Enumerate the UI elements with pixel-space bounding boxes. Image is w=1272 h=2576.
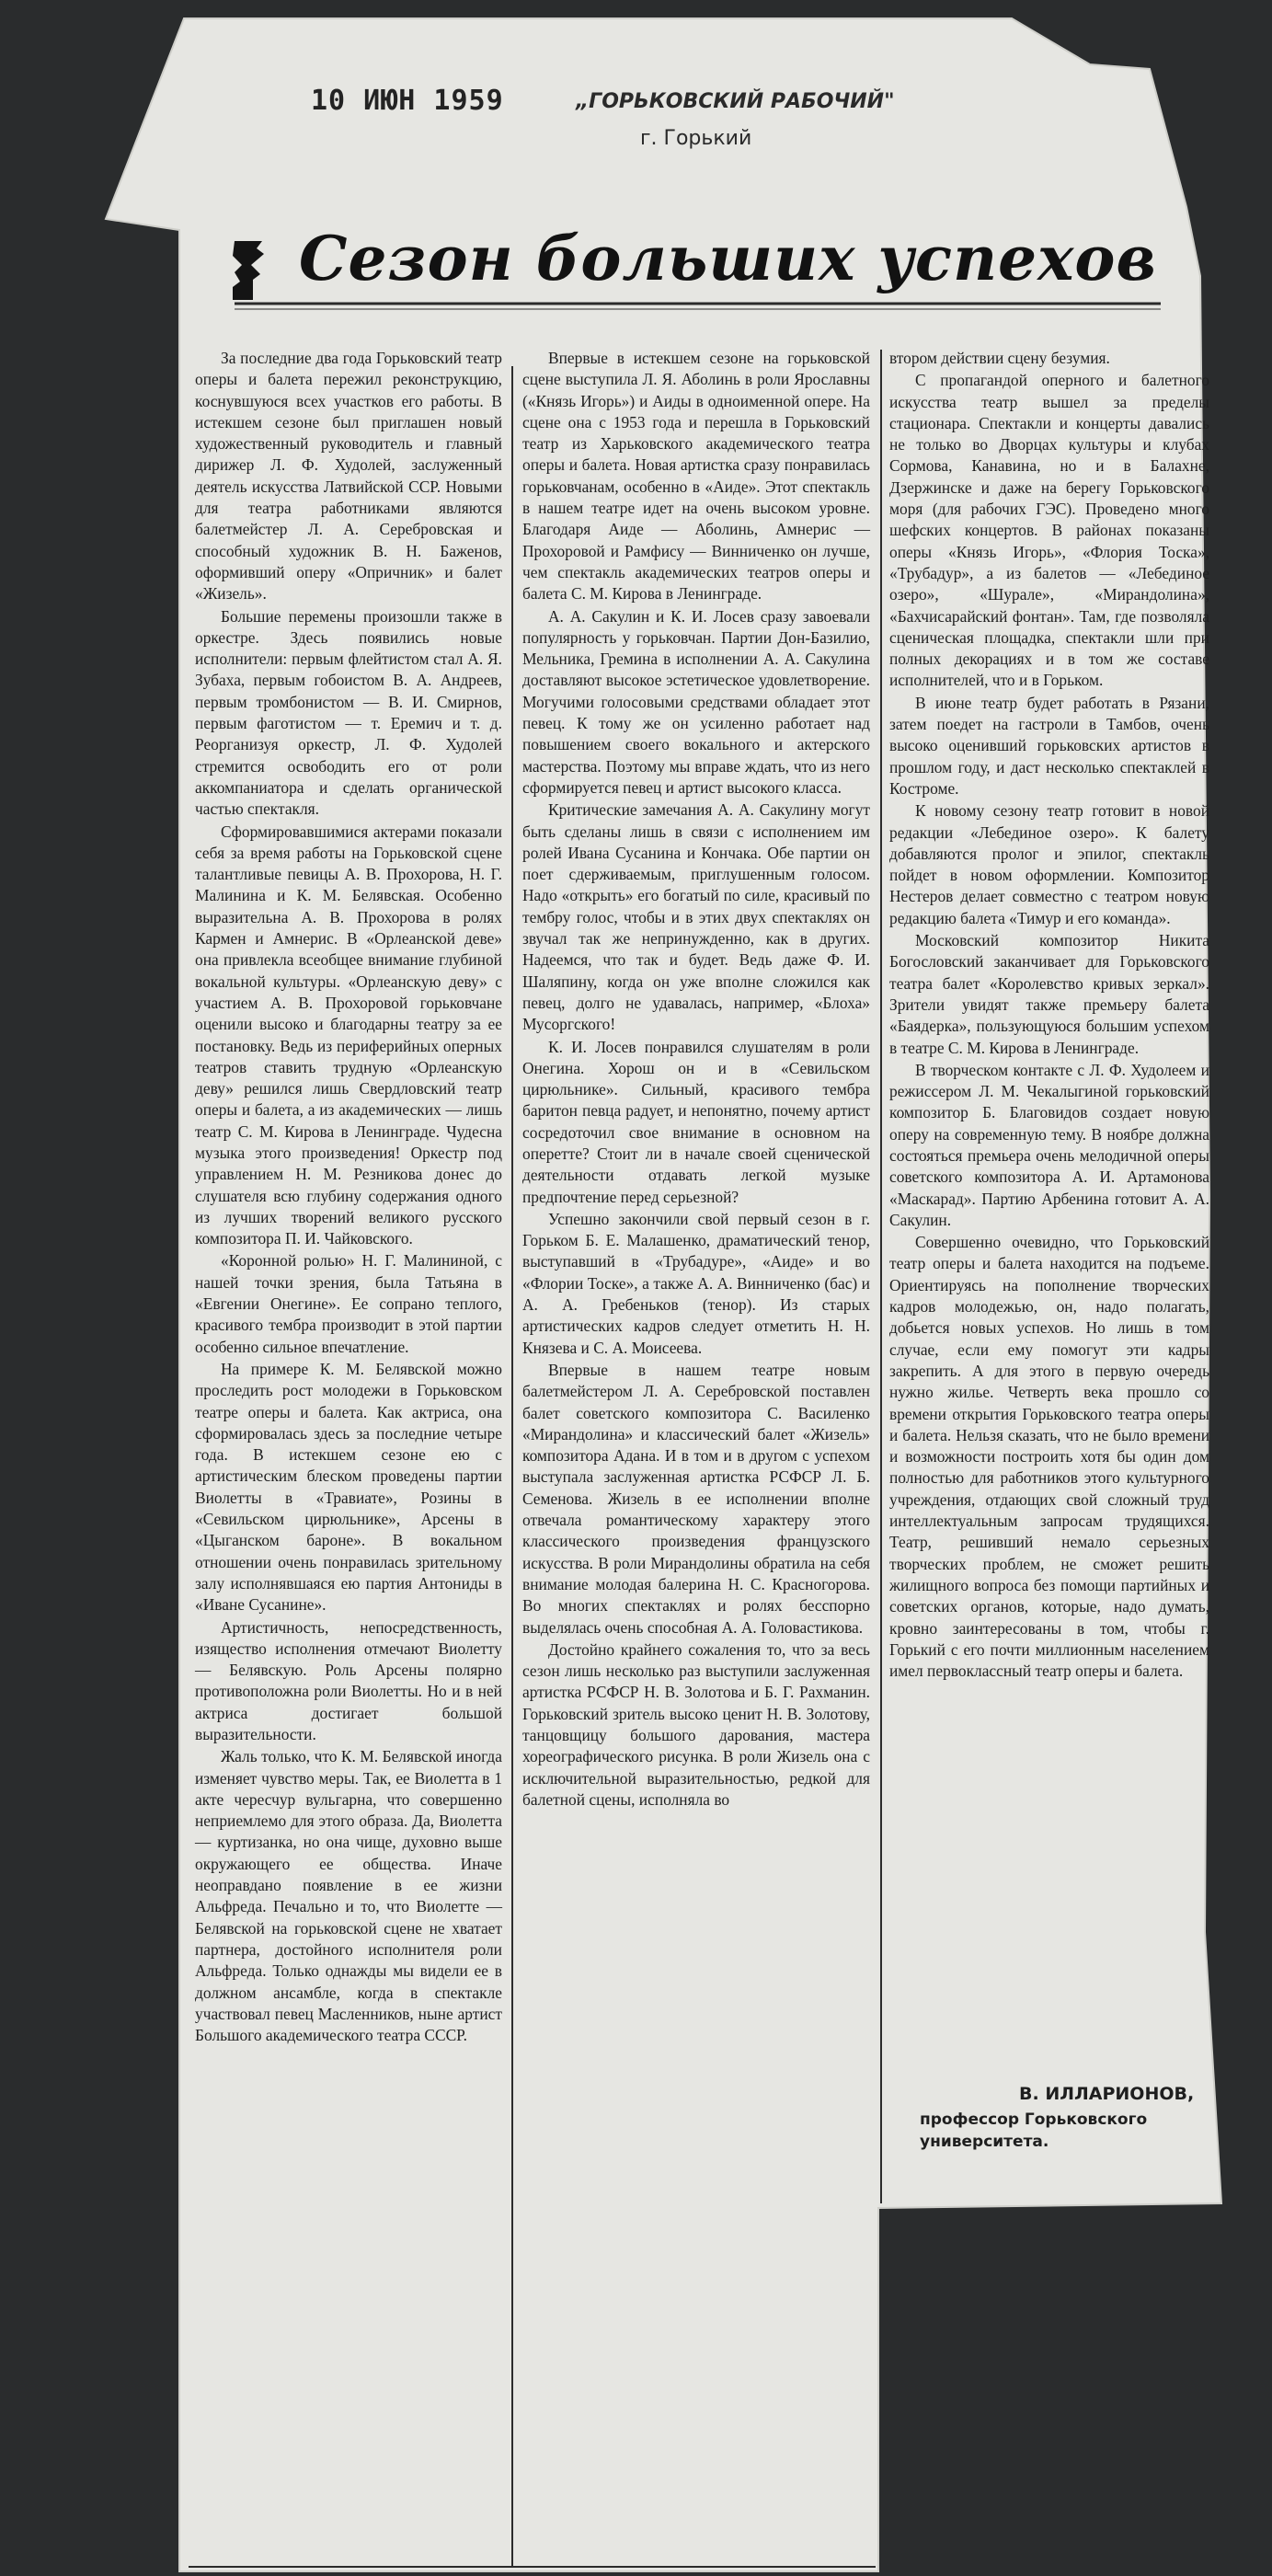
article-paragraph: Критические замечания А. А. Сакулину могут быть сделаны лишь в связи с исполнением им ролей Ивана Сусанина и Кончака. Обе партии он поет сдерживаемым, приглушенным голосом. Надо «открыть» его богатый по силе, красивый по тембру голос, чтобы и в этих двух спектаклях он звучал так же непринужденно, как в других. Надеемся, что так и будет. Ведь даже Ф. И. Шаляпину, когда он уже вполне сложился как певец, долго не удавалась, например, «Блоха» Мусоргского!: [522, 800, 870, 1034]
article-paragraph: Артистичность, непосредственность, изящество исполнения отмечают Виолетту — Белявскую. Роль Арсены полярно противоположна роли Виолетты. Но и в ней актриса достигает большой выразительности.: [195, 1617, 502, 1743]
article-paragraph: Впервые в истекшем сезоне на горьковской сцене выступила Л. Я. Аболинь в роли Ярославны («Князь Игорь») и Аиды в одноименной опере. На сцене она с 1953 года и перешла в Горьковский театр из Харьковского академического театра оперы и балета. Новая артистка сразу понравилась горьковчанам, особенно в «Аиде». Этот спектакль в нашем театре идет на очень высоком уровне. Благодаря Аиде — Аболинь, Амнерис — Прохоровой и Рамфису — Винниченко он лучше, чем спектакль академических театров оперы и балета С. М. Кирова в Ленинграде.: [522, 349, 870, 604]
article-paragraph: В творческом контакте с Л. Ф. Худолеем и режиссером Л. М. Чекалыгиной горьковский композитор Б. Благовидов создает новую оперу на современную тему. В ноябре должна состояться премьера очень мелодичной оперы советского композитора А. И. Артамонова «Маскарад». Партию Арбенина готовит А. А. Сакулин.: [889, 1060, 1209, 1229]
author-name: В. ИЛЛАРИОНОВ,: [1019, 2084, 1195, 2104]
article-paragraph: Большие перемены произошли также в оркестре. Здесь появились новые исполнители: первым флейтистом стал А. Я. Зубаха, первым гобоистом В. А. Андреев, первым тромбонистом — В. И. Смирнов, первым фаготистом — т. Еремич и т. д. Реорганизуя оркестр, Л. Ф. Худолей стремится освободить его от роли аккомпаниатора и сделать органической частью спектакля.: [195, 606, 502, 819]
stamp-newspaper: „ГОРЬКОВСКИЙ РАБОЧИЙ": [576, 90, 895, 113]
article-paragraph: Успешно закончили свой первый сезон в г. Горьком Б. Е. Малашенко, драматический тенор, выступавший в «Трубадуре», «Аиде» и во «Флории Тоске», а также А. А. Винниченко (бас) и А. А. Гребеньков (тенор). Из старых артистических кадров следует отметить Н. Н. Князева и С. А. Моисеева.: [522, 1209, 870, 1357]
author-title: профессор Горьковского университета.: [920, 2110, 1148, 2151]
article-paragraph: Достойно крайнего сожаления то, что за весь сезон лишь несколько раз выступили заслуженная артистка РСФСР Н. В. Золотова и Б. Г. Рахманин. Горьковский зритель высоко ценит Н. В. Золотову, танцовщицу большого дарования, мастера хореографического рисунка. В роли Жизель она с исключительной выразительностью, редкой для балетной сцены, исполняла во: [522, 1639, 870, 1809]
article-column-2: [522, 348, 870, 1811]
headline: Сезон больших успехов: [299, 223, 1157, 294]
article-paragraph: А. А. Сакулин и К. И. Лосев сразу завоевали популярность у горьковчан. Партии Дон-Базилио, Мельника, Гремина в исполнении А. А. Сакулина доставляют высокое эстетическое удовлетворение. Могучими голосовыми средствами обладает этот певец. К тому же он усиленно работает над повышением своего вокального и актерского мастерства. Поэтому мы вправе ждать, что из него сформируется певец и артист высокого класса.: [522, 606, 870, 797]
article-paragraph: Жаль только, что К. М. Белявской иногда изменяет чувство меры. Так, ее Виолетта в 1 акте чересчур вульгарна, что совершенно неприемлемо для этого образа. Да, Виолетта — куртизанка, но она чище, духовно выше окружающего ее общества. Иначе неоправдано появление в ее жизни Альфреда. Печально и то, что Виолетте — Белявской на горьковской сцене не хватает партнера, достойного исполнителя роли Альфреда. Только однажды мы видели ее в должном ансамбле, когда в спектакле участвовал певец Масленников, ныне артист Большого академического театра СССР.: [195, 1747, 502, 2045]
article-paragraph: За последние два года Горьковский театр оперы и балета пережил реконструкцию, коснувшуюся всех участков его работы. В истекшем сезоне был приглашен новый художественный руководитель и главный дирижер Л. Ф. Худолей, заслуженный деятель искусства Латвийской ССР. Новыми для театра работниками являются балетмейстер Л. А. Серебровская и способный художник В. Н. Баженов, оформивший оперу «Опричник» и балет «Жизель».: [195, 349, 502, 604]
article-paragraph: На примере К. М. Белявской можно проследить рост молодежи в Горьковском театре оперы и балета. Как актриса, она сформировалась здесь за последние четыре года. В истекшем сезоне ею с артистическим блеском проведены партии Виолетты в «Травиате», Розины в «Севильском цирюльнике», Арсены в «Цыганском бароне». В вокальном отношении очень понравилась зрительному залу исполнявшаяся ею партия Антониды в «Иване Сусанине».: [195, 1359, 502, 1615]
article-paragraph: С пропагандой оперного и балетного искусства театр вышел за пределы стационара. Спектакли и концерты давались не только во Дворцах культуры и клубах Сормова, Канавина, но и в Балахне, Дзержинске и даже на берегу Горьковского моря (для рабочих ГЭС). Проведено много шефских концертов. В районах показаны оперы «Князь Игорь», «Флория Тоска», «Трубадур», а из балетов — «Лебединое озеро», «Шурале», «Мирандолина», «Бахчисарайский фонтан». Там, где позволяла сценическая площадка, спектакли шли при полных декорациях и в том же составе исполнителей, что и в Горьком.: [889, 371, 1209, 690]
article-paragraph: К. И. Лосев понравился слушателям в роли Онегина. Хорош он и в «Севильском цирюльнике». Сильный, красивого тембра баритон певца радует, и непонятно, почему артист сосредоточил свое внимание в основном на оперетте? Стоит ли в начале своей сценической деятельности отдавать легкой музыке предпочтение перед серьезной?: [522, 1037, 870, 1206]
article-paragraph: Сформировавшимися актерами показали себя за время работы на Горьковской сцене талантливые певицы А. В. Прохорова, Н. Г. Малинина и К. М. Белявская. Особенно выразительна А. В. Прохорова в ролях Кармен и Амнерис. В «Орлеанской деве» она привлекла всеобщее внимание глубиной вокальной культуры. «Орлеанскую деву» с участием А. В. Прохоровой горьковчане оценили высоко и благодарны театру за ее постановку. Ведь из периферийных оперных театров ставить трудную «Орлеанскую деву» решился лишь Свердловский театр оперы и балета, а из академических — лишь театр С. М. Кирова в Ленинграде. Чудесна музыка этого произведения! Оркестр под управлением Н. М. Резникова донес до слушателя всю глубину содержания одного из лучших творений великого русского композитора П. И. Чайковского.: [195, 822, 502, 1248]
article-paragraph: Совершенно очевидно, что Горьковский театр оперы и балета находится на подъеме. Ориентируясь на пополнение творческих кадров молодежью, он, надо полагать, добьется новых успехов. Но лишь в том случае, если ему помогут эти кадры закрепить. А для этого в первую очередь нужно жилье. Четверть века прошло со времени открытия Горьковского театра оперы и балета. Нельзя сказать, что не было времени и возможности построить хотя бы один дом полностью для работников этого культурного учреждения, отдающих свой сложный труд интеллектуальным запросам трудящихся. Театр, решивший немало серьезных творческих проблем, не сможет решить жилищного вопроса без помощи партийных и советских органов, которые, надо думать, кровно заинтересованы в том, чтобы г. Горький с его почти миллионным населением имел первоклассный театр оперы и балета.: [889, 1233, 1209, 1681]
article-paragraph: К новому сезону театр готовит в новой редакции «Лебединое озеро». К балету добавляются пролог и эпилог, спектакль пойдет в новом оформлении. Композитор Нестеров делает совместно с театром новую редакцию балета «Тимур и его команда».: [889, 801, 1209, 927]
stamp-city: г. Горький: [640, 127, 752, 150]
article-column-1: [195, 348, 502, 2047]
article-paragraph: Впервые в нашем театре новым балетмейстером Л. А. Серебровской поставлен балет советского композитора С. Василенко «Мирандолина» и классический балет «Жизель» композитора Адана. И в том и в другом с успехом выступала заслуженная артистка РСФСР Л. Б. Семенова. Жизель в ее исполнении вполне отвечала романтическому характеру этого классического произведения французского искусства. В роли Мирандолины обратила на себя внимание молодая балерина Н. С. Красногорова. Во многих спектаклях и ролях бесспорно выделялась очень способная А. А. Головастикова.: [522, 1360, 870, 1637]
article-column-3: [889, 348, 1209, 1683]
article-paragraph: «Коронной ролью» Н. Г. Малининой, с нашей точки зрения, была Татьяна в «Евгении Онегине». Ее сопрано теплого, красивого тембра производит в этой партии особенно сильное впечатление.: [195, 1251, 502, 1356]
article-paragraph: втором действии сцену безумия.: [889, 349, 1110, 367]
article-paragraph: В июне театр будет работать в Рязани, затем поедет на гастроли в Тамбов, очень высоко оценивший горьковских артистов в прошлом году, и даст несколько спектаклей в Костроме.: [889, 693, 1209, 798]
article-paragraph: Московский композитор Никита Богословский заканчивает для Горьковского театра балет «Королевство кривых зеркал». Зрители увидят также премьеру балета «Баядерка», пользующуюся большим успехом в театре С. М. Кирова в Ленинграде.: [889, 931, 1209, 1057]
stamp-date: 10 ИЮН 1959: [311, 85, 504, 117]
